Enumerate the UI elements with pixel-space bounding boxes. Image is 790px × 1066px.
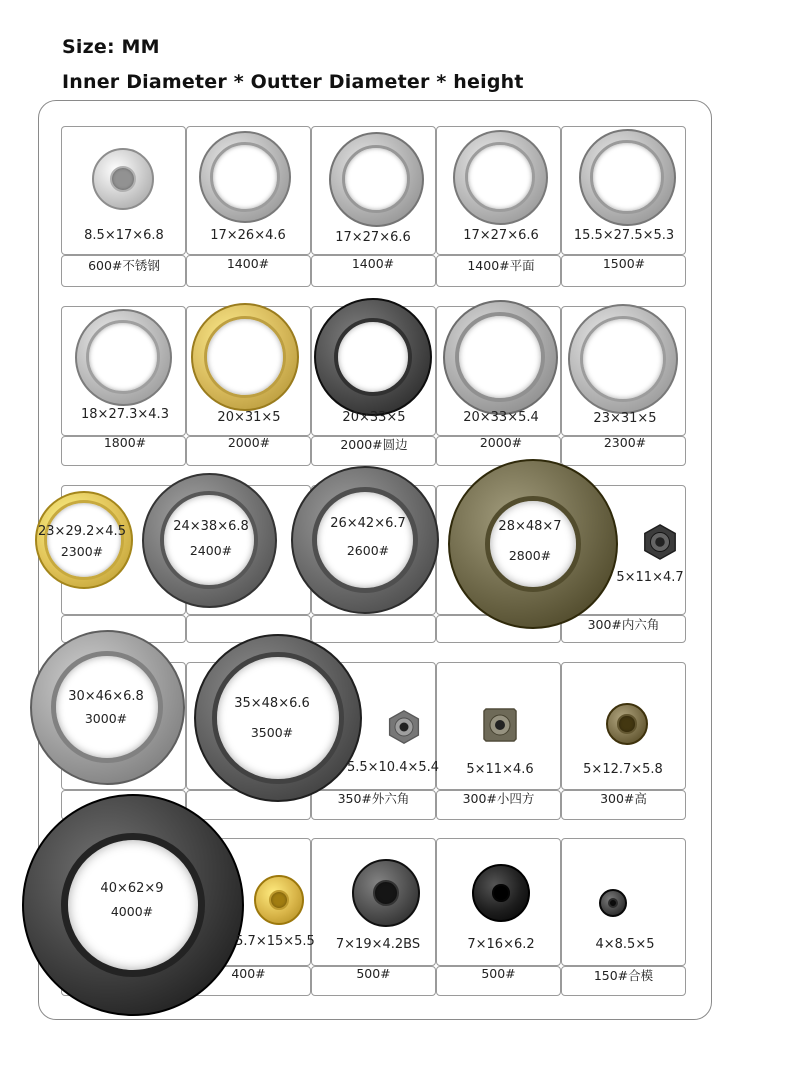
grommet-hole <box>51 651 163 763</box>
grommet-ring-icon <box>142 473 277 608</box>
size-label: 5.7×15×5.5 <box>235 934 315 949</box>
grommet-ring-icon <box>579 129 676 226</box>
grommet-hole <box>580 316 667 403</box>
grommet-ring-icon <box>448 459 618 629</box>
grommet-ring-icon <box>254 875 304 925</box>
size-label: 5×11×4.7 <box>616 570 684 585</box>
grommet-hole <box>342 145 410 213</box>
grommet-hole <box>608 898 618 908</box>
grommet-hole <box>204 316 286 398</box>
grommet-hole <box>492 884 509 901</box>
code-cell <box>311 615 436 643</box>
grommet-ring-icon <box>199 131 291 223</box>
grommet-ring-icon <box>92 148 154 210</box>
model-code-label: 4000# <box>110 904 154 919</box>
grommet-hole <box>334 318 412 396</box>
size-label: 30×46×6.8 <box>68 689 144 704</box>
model-code-label: 1400# <box>226 256 270 271</box>
grommet-hole <box>617 714 636 733</box>
grommet-hole <box>465 142 535 212</box>
model-code-label: 3500# <box>250 725 294 740</box>
grommet-hole <box>212 652 343 783</box>
size-label: 20×33×5.4 <box>463 410 539 425</box>
model-code-label: 300#内六角 <box>587 617 660 632</box>
size-label: 24×38×6.8 <box>173 519 249 534</box>
size-label: 5×11×4.6 <box>466 762 534 777</box>
grommet-ring-icon <box>329 132 424 227</box>
size-label: 5.5×10.4×5.4 <box>346 760 440 775</box>
size-label: 17×26×4.6 <box>210 228 286 243</box>
model-code-label: 300#高 <box>600 791 647 806</box>
hex-nut-icon <box>386 709 422 745</box>
size-label: 15.5×27.5×5.3 <box>573 228 675 243</box>
size-label: 17×27×6.6 <box>335 230 411 245</box>
size-label: 4×8.5×5 <box>595 937 655 952</box>
size-label: 7×19×4.2BS <box>335 937 421 952</box>
model-code-label: 150#合模 <box>593 968 654 983</box>
size-label: 20×31×5 <box>217 410 281 425</box>
grommet-ring-icon <box>443 300 558 415</box>
grommet-hole <box>110 166 136 192</box>
grommet-hole <box>455 312 545 402</box>
grommet-hole <box>210 142 280 212</box>
grommet-ring-icon <box>191 303 299 411</box>
size-unit-heading: Size: MM <box>62 36 160 58</box>
grommet-ring-icon <box>35 491 133 589</box>
model-code-label: 2800# <box>508 548 552 563</box>
grommet-hole <box>312 487 419 594</box>
model-code-label: 1400# <box>351 256 395 271</box>
model-code-label: 500# <box>356 966 391 981</box>
size-label: 26×42×6.7 <box>330 516 406 531</box>
size-label: 23×31×5 <box>593 411 657 426</box>
grommet-hole <box>86 320 161 395</box>
grommet-hole <box>160 491 257 588</box>
grommet-hole <box>269 890 289 910</box>
model-code-label: 2000#圆边 <box>340 437 408 452</box>
model-code-label: 2600# <box>346 543 390 558</box>
model-code-label: 1800# <box>103 435 147 450</box>
model-code-label: 3000# <box>84 711 128 726</box>
grommet-ring-icon <box>75 309 172 406</box>
grommet-ring-icon <box>599 889 627 917</box>
model-code-label: 1500# <box>602 256 646 271</box>
model-code-label: 2000# <box>227 435 271 450</box>
model-code-label: 2300# <box>603 435 647 450</box>
grommet-hole <box>44 500 124 580</box>
model-code-label: 2000# <box>479 435 523 450</box>
model-code-label: 500# <box>481 966 516 981</box>
hex-nut-icon <box>641 523 679 561</box>
model-code-label: 300#小四方 <box>462 791 535 806</box>
grommet-ring-icon <box>30 630 185 785</box>
size-label: 5×12.7×5.8 <box>583 762 663 777</box>
size-label: 35×48×6.6 <box>234 696 310 711</box>
size-label: 8.5×17×6.8 <box>84 228 164 243</box>
grommet-ring-icon <box>472 864 530 922</box>
grommet-ring-icon <box>314 298 432 416</box>
dimension-format-heading: Inner Diameter * Outter Diameter * height <box>62 71 524 93</box>
grommet-ring-icon <box>453 130 548 225</box>
model-code-label: 400# <box>231 966 266 981</box>
grommet-ring-icon <box>194 634 362 802</box>
size-label: 28×48×7 <box>498 519 562 534</box>
model-code-label: 1400#平面 <box>467 258 535 273</box>
grommet-ring-icon <box>606 703 648 745</box>
size-label: 40×62×9 <box>100 881 164 896</box>
model-code-label: 2300# <box>60 544 104 559</box>
square-nut-icon <box>480 705 520 745</box>
size-label: 7×16×6.2 <box>467 937 535 952</box>
grommet-hole <box>590 140 664 214</box>
size-label: 17×27×6.6 <box>463 228 539 243</box>
size-label: 18×27.3×4.3 <box>81 407 169 422</box>
model-code-label: 600#不锈钢 <box>88 258 160 273</box>
grommet-ring-icon <box>291 466 439 614</box>
model-code-label: 2400# <box>189 543 233 558</box>
grommet-hole <box>485 496 580 591</box>
grommet-ring-icon <box>568 304 678 414</box>
size-label: 23×29.2×4.5 <box>38 524 126 539</box>
grommet-ring-icon <box>352 859 420 927</box>
size-label: 20×33×5 <box>342 410 406 425</box>
model-code-label: 350#外六角 <box>337 791 410 806</box>
grommet-hole <box>373 880 399 906</box>
